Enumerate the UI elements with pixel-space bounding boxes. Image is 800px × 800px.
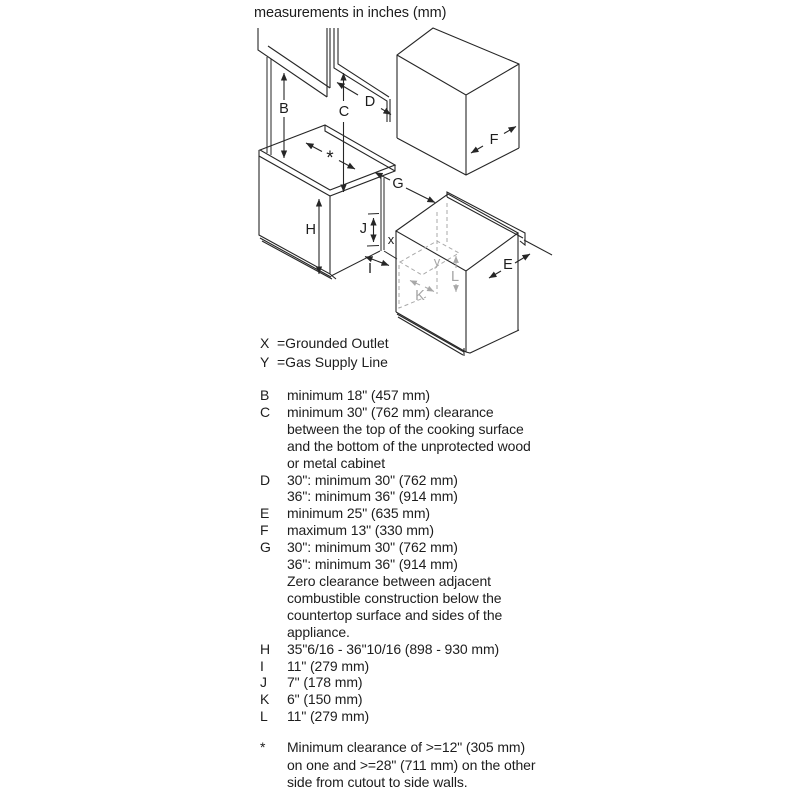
dimension-list [260, 387, 531, 725]
diagram-label-f: F [489, 132, 499, 148]
dimension-text: minimum 30" (762 mm) clearance [287, 403, 494, 420]
diagram-label-e: E [503, 257, 513, 273]
dimension-text: combustible construction below the [287, 589, 502, 606]
dimension-row-g [260, 539, 531, 640]
legend-key: Y [260, 354, 270, 370]
dimension-row-e [260, 505, 531, 522]
dimension-text: 35"6/16 - 36"10/16 (898 - 930 mm) [287, 640, 500, 657]
diagram-label-c: C [338, 104, 350, 120]
dimension-row-d [260, 472, 531, 506]
dimension-text: 11" (279 mm) [287, 657, 370, 674]
wall-cabinet-right [397, 28, 519, 175]
dimension-row-b [260, 387, 531, 404]
dimension-key: D [260, 471, 271, 488]
symbol-legend [260, 334, 389, 372]
dimension-text: 11" (279 mm) [287, 708, 370, 725]
dimension-key: J [260, 674, 267, 691]
dimension-key: F [260, 522, 269, 539]
dimension-text: 30": minimum 30" (762 mm) [287, 539, 458, 556]
hidden-gas-supply-lines [399, 203, 459, 308]
wall-cabinet-left [258, 28, 330, 155]
diagram-label-l: L [450, 269, 460, 285]
page-title: measurements in inches (mm) [254, 5, 447, 21]
dimension-row-i [260, 658, 531, 675]
dimension-key: H [260, 640, 271, 657]
diagram-label-j: J [359, 221, 367, 237]
dimension-key: C [260, 403, 271, 420]
diagram-label-g: G [392, 176, 404, 192]
dimension-text: and the bottom of the unprotected wood [287, 437, 531, 454]
dimension-row-f [260, 522, 531, 539]
dimension-text: minimum 25" (635 mm) [287, 505, 430, 522]
dimension-text: maximum 13" (330 mm) [287, 522, 434, 539]
diagram-label-h: H [305, 222, 316, 238]
dimension-text: 36": minimum 36" (914 mm) [287, 556, 458, 573]
diagram-label-k: K [415, 288, 425, 304]
dimension-key: I [260, 657, 264, 674]
diagram-label-d: D [364, 94, 376, 110]
dimension-row-j [260, 674, 531, 691]
dimension-key: E [260, 505, 270, 522]
dimension-text: 7" (178 mm) [287, 674, 363, 691]
dimension-key: B [260, 387, 270, 403]
dimension-row-h [260, 641, 531, 658]
installation-diagram [228, 24, 562, 364]
dimension-row-l [260, 708, 531, 725]
dimension-key: L [260, 708, 268, 725]
dimension-text: countertop surface and sides of the [287, 606, 503, 623]
dimension-text: between the top of the cooking surface [287, 420, 524, 437]
dimension-text: 36": minimum 36" (914 mm) [287, 488, 458, 505]
footnote-key: * [260, 739, 266, 755]
dimension-text: minimum 18" (457 mm) [287, 387, 430, 403]
dimension-text: 30": minimum 30" (762 mm) [287, 471, 458, 488]
legend-row-x [260, 334, 389, 353]
dimension-arrow-j [367, 214, 379, 247]
dimension-text: appliance. [287, 623, 350, 640]
dimension-key: G [260, 539, 271, 556]
diagram-label-y: y [433, 254, 441, 269]
diagram-label-asterisk: * [326, 148, 334, 169]
diagram-label-i: I [367, 261, 373, 277]
footnote-text: side from cutout to side walls. [287, 774, 468, 790]
legend-text: =Gas Supply Line [277, 354, 388, 370]
diagram-label-x: x [387, 232, 395, 247]
range [396, 192, 525, 356]
dimension-text: Zero clearance between adjacent [287, 572, 491, 589]
dimension-text: 6" (150 mm) [287, 691, 363, 708]
footnote-text: Minimum clearance of >=12" (305 mm) [287, 739, 526, 755]
legend-text: =Grounded Outlet [277, 335, 389, 351]
dimension-row-k [260, 691, 531, 708]
footnote [260, 739, 535, 792]
dimension-key: K [260, 691, 270, 708]
dimension-row-c [260, 404, 531, 472]
legend-key: X [260, 335, 270, 351]
dimension-text: or metal cabinet [287, 454, 386, 471]
legend-row-y [260, 353, 389, 372]
diagram-label-b: B [279, 101, 289, 117]
footnote-text: on one and >=28" (711 mm) on the other [287, 756, 536, 773]
dimension-arrow-e [489, 240, 552, 278]
